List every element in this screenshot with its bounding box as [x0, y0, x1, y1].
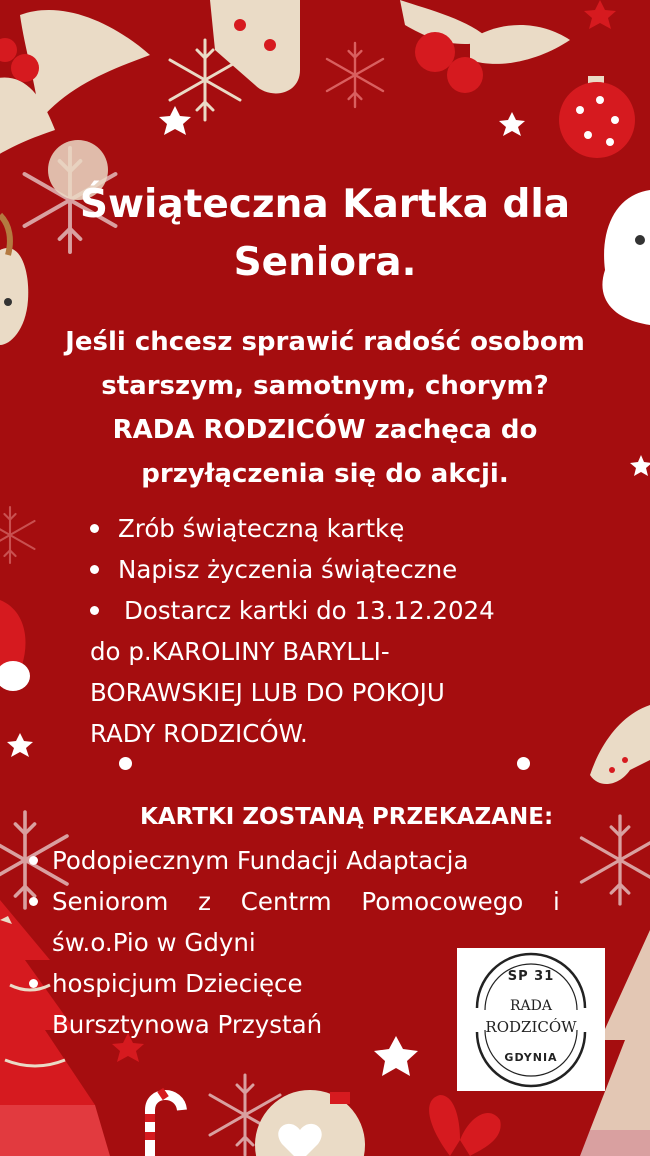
- snowflake-icon: [0, 507, 35, 563]
- holly-icon: [0, 10, 150, 160]
- step-text: do p.KAROLINY BARYLLI-: [90, 637, 390, 666]
- decorative-dot: [119, 757, 132, 770]
- page-title: [0, 176, 650, 292]
- candy-cane-icon: [150, 1092, 182, 1156]
- intro-line: przyłączenia się do akcji.: [141, 459, 509, 489]
- list-item: [90, 508, 610, 549]
- title-line: Seniora.: [233, 240, 417, 285]
- list-item: [24, 840, 624, 881]
- recipient-text: św.o.Pio w Gdyni: [52, 928, 256, 957]
- step-text: Napisz życzenia świąteczne: [118, 555, 458, 584]
- steps-list: [90, 508, 610, 754]
- logo-line1: RADA: [510, 998, 552, 1014]
- step-text: RADY RODZICÓW.: [90, 719, 308, 748]
- title-line: Świąteczna Kartka dla: [79, 182, 571, 227]
- list-item: [90, 590, 610, 754]
- recipient-text: Seniorom z Centrm Pomocowego i: [52, 887, 560, 916]
- logo-top-text: SP 31: [507, 969, 555, 984]
- recipient-text: Bursztynowa Przystań: [52, 1010, 323, 1039]
- bow-icon: [429, 1095, 501, 1156]
- ornament-icon: [559, 76, 635, 158]
- recipient-text: hospicjum Dziecięce: [52, 969, 303, 998]
- ornament-icon: [0, 600, 30, 691]
- step-text: Zrób świąteczną kartkę: [118, 514, 405, 543]
- logo-emblem: [457, 948, 605, 1091]
- recipients-heading: KARTKI ZOSTANĄ PRZEKAZANE:: [140, 804, 554, 830]
- list-item: [90, 549, 610, 590]
- recipient-text: Podopiecznym Fundacji Adaptacja: [52, 846, 469, 875]
- holly-icon: [400, 0, 570, 93]
- decorative-dot: [517, 757, 530, 770]
- intro-line: Jeśli chcesz sprawić radość osobom: [65, 327, 585, 357]
- step-text: Dostarcz kartki do 13.12.2024: [124, 596, 495, 625]
- logo-bottom-text: GDYNIA: [504, 1051, 558, 1064]
- snowflake-icon: [327, 43, 383, 107]
- rada-rodzicow-logo: [457, 948, 605, 1091]
- intro-line: starszym, samotnym, chorym?: [101, 371, 549, 401]
- step-text: BORAWSKIEJ LUB DO POKOJU: [90, 678, 445, 707]
- intro-text: [20, 320, 630, 496]
- intro-line: RADA RODZICÓW zachęca do: [112, 415, 538, 445]
- sock-icon: [210, 0, 300, 93]
- logo-line2: RODZICÓW: [485, 1018, 577, 1036]
